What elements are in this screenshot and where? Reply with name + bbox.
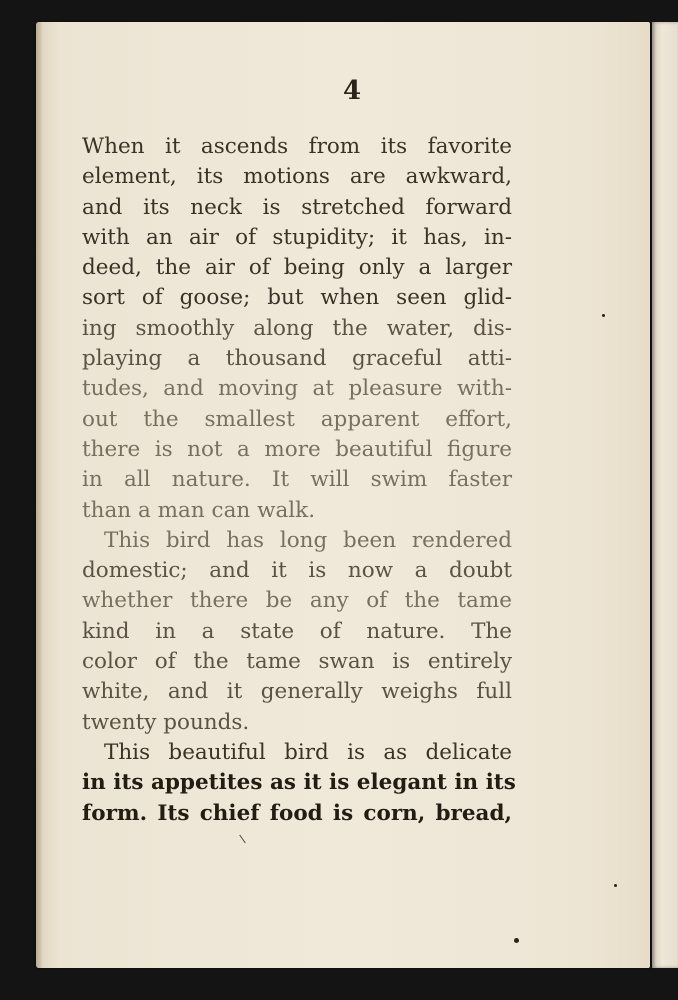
text-line: than a man can walk.	[82, 497, 316, 523]
body-text	[82, 132, 516, 829]
text-line: in all nature. It will swim faster	[82, 467, 512, 493]
text-line: deed, the air of being only a larger	[82, 255, 512, 281]
text-line: kind in a state of nature. The	[82, 618, 512, 644]
text-line: there is not a more beautiful figure	[82, 436, 512, 462]
text-line: with an air of stupidity; it has, in-	[82, 224, 512, 250]
ink-dot	[514, 938, 519, 943]
text-line: playing a thousand graceful atti-	[82, 346, 512, 372]
text-line: ing smoothly along the water, dis-	[82, 315, 512, 341]
book-page	[36, 22, 650, 968]
ink-dot	[602, 314, 605, 317]
text-line: When it ascends from its favorite	[82, 134, 512, 159]
text-line: out the smallest apparent effort,	[82, 406, 512, 432]
text-line: element, its motions are awkward,	[82, 164, 512, 190]
text-line: This beautiful bird is as delicate	[104, 739, 512, 765]
text-line: sort of goose; but when seen glid-	[82, 285, 512, 311]
text-line: twenty pounds.	[82, 709, 250, 735]
text-line: domestic; and it is now a doubt	[82, 558, 512, 584]
text-line: in its appetites as it is elegant in its	[82, 770, 516, 796]
text-line: whether there be any of the tame	[82, 588, 512, 614]
text-line: tudes, and moving at pleasure with-	[82, 376, 512, 402]
text-line: and its neck is stretched forward	[82, 194, 512, 220]
text-line: This bird has long been rendered	[104, 527, 512, 553]
text-line: white, and it generally weighs full	[82, 679, 512, 705]
page-binding-edge	[36, 22, 42, 968]
ink-dot	[614, 884, 617, 887]
page-number: 4	[342, 76, 362, 106]
ink-speck	[239, 835, 246, 844]
text-line: color of the tame swan is entirely	[82, 649, 512, 675]
text-line: form. Its chief food is corn, bread,	[82, 800, 512, 826]
adjacent-page-edge	[652, 22, 678, 968]
